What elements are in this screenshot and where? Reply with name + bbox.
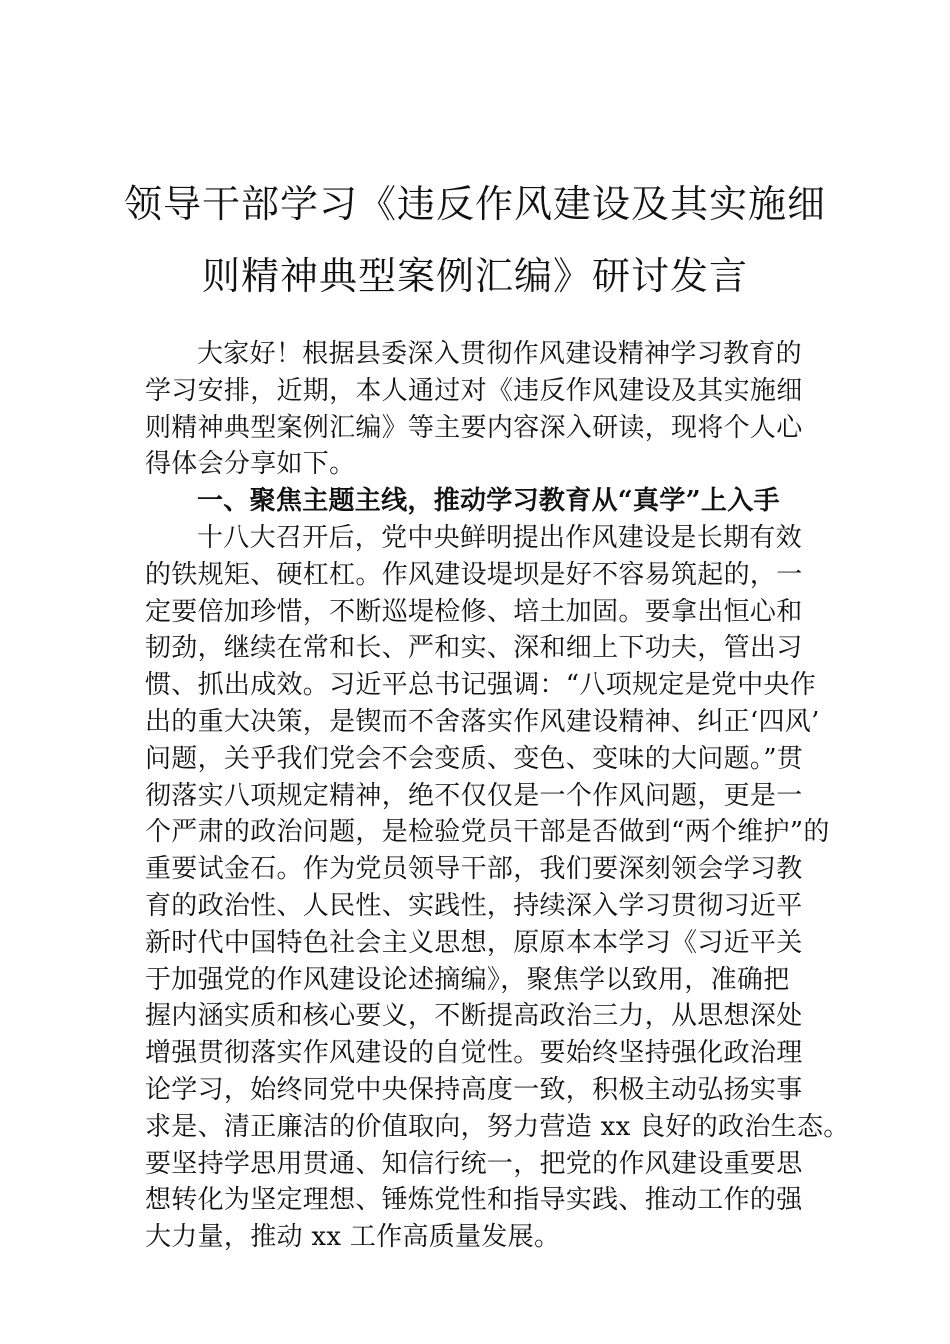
body-line: 的铁规矩、硬杠杠。作风建设堤坝是好不容易筑起的，一 <box>145 559 803 590</box>
body-line: 十八大召开后，党中央鲜明提出作风建设是长期有效 <box>197 522 802 553</box>
intro-line: 得体会分享如下。 <box>145 449 356 480</box>
body-line: 新时代中国特色社会主义思想，原原本本学习《习近平关 <box>145 927 803 958</box>
body-line: 彻落实八项规定精神，绝不仅仅是一个作风问题，更是一 <box>145 780 803 811</box>
body-line: 重要试金石。作为党员领导干部，我们要深刻领会学习教 <box>145 854 803 885</box>
body-line: 问题，关乎我们党会不会变质、变色、变味的大问题。”贯 <box>145 743 804 774</box>
intro-line: 则精神典型案例汇编》等主要内容深入研读，现将个人心 <box>145 412 803 443</box>
body-line: 个严肃的政治问题，是检验党员干部是否做到“两个维护”的 <box>145 817 830 848</box>
intro-line: 学习安排，近期，本人通过对《违反作风建设及其实施细 <box>145 375 803 406</box>
body-line: 出的重大决策，是锲而不舍落实作风建设精神、纠正‘四风’ <box>145 706 820 737</box>
body-line: 增强贯彻落实作风建设的自觉性。要始终坚持强化政治理 <box>145 1038 803 1069</box>
body-line: 要坚持学思用贯通、知信行统一，把党的作风建设重要思 <box>145 1148 803 1179</box>
body-line: 定要倍加珍惜，不断巡堤检修、培土加固。要拿出恒心和 <box>145 596 803 627</box>
body-line: 大力量，推动 xx 工作高质量发展。 <box>145 1222 561 1253</box>
section-heading: 一、聚焦主题主线，推动学习教育从“真学”上入手 <box>197 486 780 517</box>
body-line: 惯、抓出成效。习近平总书记强调：“八项规定是党中央作 <box>145 670 817 701</box>
body-line: 于加强党的作风建设论述摘编》，聚焦学以致用，准确把 <box>145 964 790 995</box>
body-line: 论学习，始终同党中央保持高度一致，积极主动弘扬实事 <box>145 1074 803 1105</box>
body-line: 想转化为坚定理想、锤炼党性和指导实践、推动工作的强 <box>145 1185 803 1216</box>
intro-line: 大家好！根据县委深入贯彻作风建设精神学习教育的 <box>197 339 802 369</box>
body-line: 育的政治性、人民性、实践性，持续深入学习贯彻习近平 <box>145 890 803 921</box>
body-line: 握内涵实质和核心要义，不断提高政治三力，从思想深处 <box>145 1001 803 1032</box>
title-line-1: 领导干部学习《违反作风建设及其实施细 <box>123 182 826 226</box>
document-body <box>145 336 850 1256</box>
body-line: 求是、清正廉洁的价值取向，努力营造 xx 良好的政治生态。 <box>145 1111 850 1142</box>
document-title <box>100 168 850 312</box>
title-line-2: 则精神典型案例汇编》研讨发言 <box>201 254 748 298</box>
body-line: 韧劲，继续在常和长、严和实、深和细上下功夫，管出习 <box>145 633 803 664</box>
